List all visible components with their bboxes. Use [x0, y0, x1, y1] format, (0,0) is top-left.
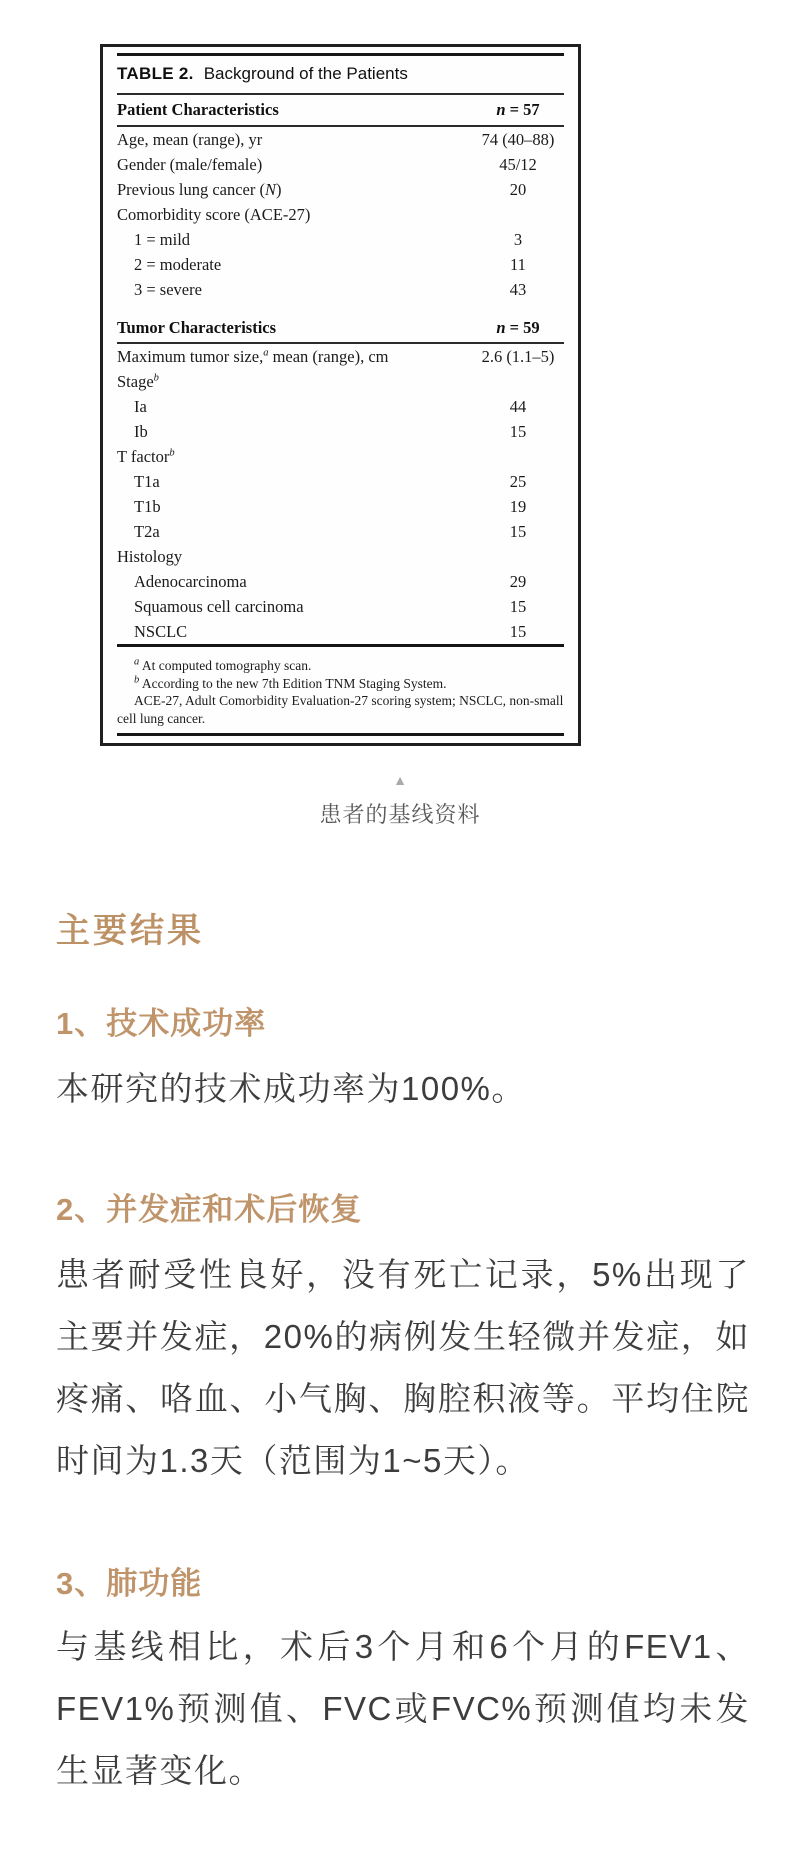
row-label: 2 = moderate: [134, 254, 222, 274]
table-row: [117, 277, 564, 302]
section-heading-lung-function: 3、肺功能: [56, 1566, 203, 1601]
table-row: [117, 394, 564, 419]
row-value: 11: [510, 254, 526, 274]
row-label: Adenocarcinoma: [134, 571, 247, 591]
footnote: $^b$ According to the new 7th Edition TNM Staging System.: [134, 674, 447, 691]
row-label: Squamous cell carcinoma: [134, 596, 304, 616]
table-row: [117, 252, 564, 277]
row-label: 1 = mild: [134, 229, 191, 249]
table-row: [117, 177, 564, 202]
table-row: [117, 369, 564, 394]
table-row: [117, 152, 564, 177]
table-footnotes: [117, 647, 564, 727]
row-label: Comorbidity score (ACE-27): [117, 204, 311, 224]
patient-section-header: [117, 95, 564, 125]
table-title: [117, 56, 564, 93]
row-value: 25: [509, 471, 527, 491]
row-label: Histology: [117, 546, 183, 566]
table-row: [117, 544, 564, 569]
table-number-label: TABLE 2.: [117, 64, 194, 83]
table-bottom-rule: [117, 733, 564, 736]
table-row: [117, 444, 564, 469]
row-value: 20: [509, 179, 527, 199]
paragraph-lung-function: 与基线相比，术后3个月和6个月的FEV1、FEV1%预测值、FVC或FVC%预测值均未发生显著变化。: [56, 1628, 750, 1789]
patient-n-value: n = 57: [496, 100, 540, 119]
table-figure: [100, 44, 581, 746]
row-label: Maximum tumor size,$^a$ mean (range), cm: [117, 346, 389, 366]
figure-caption-block: [0, 772, 800, 828]
section-heading-technical-success: 1、技术成功率: [56, 1006, 267, 1041]
row-label: Ib: [134, 421, 148, 441]
tumor-n-value: n = 59: [496, 318, 540, 337]
table-row: [117, 127, 564, 152]
paragraph-technical-success: 本研究的技术成功率为100%。: [56, 1070, 526, 1107]
row-value: 43: [509, 279, 527, 299]
row-label: T2a: [134, 521, 160, 541]
row-value: 15: [509, 596, 527, 616]
table-row: [117, 594, 564, 619]
footnote: $^a$ At computed tomography scan.: [134, 656, 312, 673]
row-label: Ia: [134, 396, 147, 416]
section-heading-complications: 2、并发症和术后恢复: [56, 1192, 363, 1227]
row-label: Gender (male/female): [117, 154, 263, 174]
row-label: T1b: [134, 496, 161, 516]
table-row: [117, 494, 564, 519]
row-value: 45/12: [499, 154, 537, 174]
main-results-heading: 主要结果: [56, 913, 204, 950]
paragraph-complications: 患者耐受性良好，没有死亡记录，5%出现了主要并发症，20%的病例发生轻微并发症，如疼痛、咯血、小气胸、胸腔积液等。平均住院时间为1.3天（范围为1~5天）。: [56, 1256, 750, 1479]
patient-header-label: Patient Characteristics: [117, 100, 279, 119]
row-label: T factor$^b$: [117, 446, 175, 466]
row-value: 19: [509, 496, 527, 516]
row-value: 15: [509, 421, 527, 441]
row-value: 74 (40–88): [481, 129, 555, 149]
row-label: Previous lung cancer (N): [117, 179, 282, 199]
table-row: [117, 227, 564, 252]
table-row: [117, 519, 564, 544]
tumor-header-label: Tumor Characteristics: [117, 318, 277, 337]
table-title-text: Background of the Patients: [203, 64, 408, 83]
row-label: 3 = severe: [134, 279, 202, 299]
row-value: 29: [509, 571, 527, 591]
row-label: Stage$^b$: [117, 371, 159, 391]
row-value: 3: [513, 229, 523, 249]
article-body: [0, 912, 800, 1802]
row-label: NSCLC: [134, 621, 188, 641]
tumor-section-header: [117, 314, 564, 342]
row-label: Age, mean (range), yr: [117, 129, 263, 149]
row-value: 15: [509, 621, 527, 641]
table-row: [117, 344, 564, 369]
row-label: T1a: [134, 471, 160, 491]
row-value: 2.6 (1.1–5): [481, 346, 555, 366]
figure-caption: 患者的基线资料: [319, 802, 481, 827]
row-value: 15: [509, 521, 527, 541]
footnote: ACE-27, Adult Comorbidity Evaluation-27 scoring system; NSCLC, non-small cell lung cancer.: [117, 693, 564, 726]
triangle-up-icon: ▲: [393, 772, 407, 788]
table-row: [117, 419, 564, 444]
table-row: [117, 202, 564, 227]
table-row: [117, 469, 564, 494]
table-row: [117, 569, 564, 594]
table-row: [117, 619, 564, 644]
row-value: 44: [509, 396, 527, 416]
